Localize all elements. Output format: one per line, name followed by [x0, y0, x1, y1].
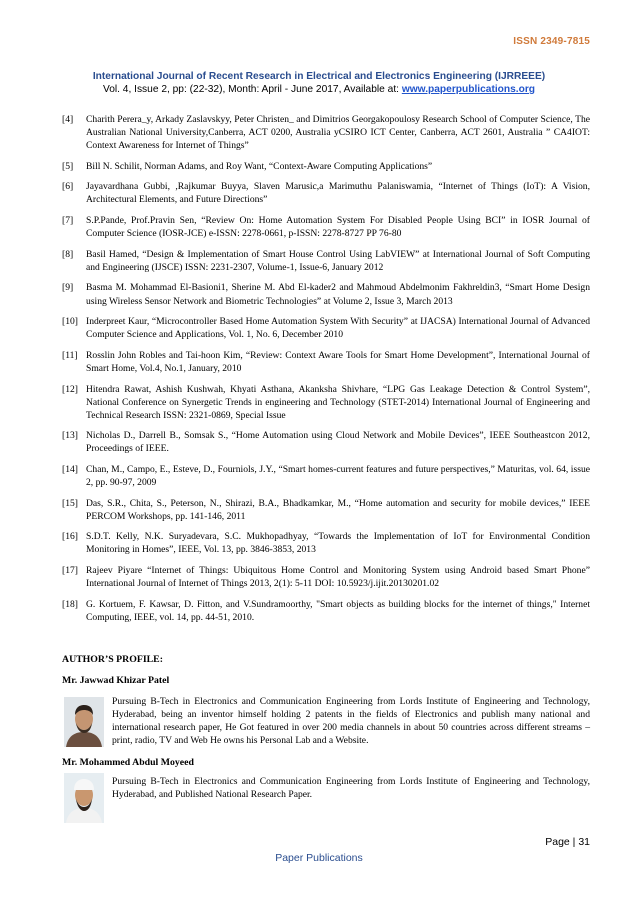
reference-number: [15] — [62, 497, 78, 509]
reference-number: [8] — [62, 248, 74, 260]
author-name: Mr. Mohammed Abdul Moyeed — [62, 757, 194, 768]
author-bio: Pursuing B-Tech in Electronics and Communication Engineering from Lords Institute of Engineering and Technology, Hyderabad, and Published National Research Paper. — [112, 776, 590, 801]
reference-item — [62, 315, 590, 341]
reference-text: Das, S.R., Chita, S., Peterson, N., Shirazi, B.A., Bhadkamkar, M., “Home automation and security for mobile devices,” IEEE PERCOM Workshops, pp. 141-146, 2011 — [86, 497, 590, 522]
reference-text: Rajeev Piyare “Internet of Things: Ubiquitous Home Control and Monitoring System using Android based Smart Phone” International Journal of Internet of Things 2013, 2(1): 5-11 DOI: 10.5923/j.ijit.20130201.02 — [86, 565, 590, 590]
footer-publisher: Paper Publications — [275, 852, 363, 864]
reference-number: [10] — [62, 316, 78, 328]
avatar-icon — [64, 697, 104, 747]
reference-text: G. Kortuem, F. Kawsar, D. Fitton, and V.Sundramoorthy, "Smart objects as building blocks for the internet of things," Internet Computing, IEEE, vol. 14, pp. 44-51, 2010. — [86, 598, 590, 623]
author-name: Mr. Jawwad Khizar Patel — [62, 675, 170, 686]
reference-list — [62, 113, 590, 631]
reference-item — [62, 214, 590, 240]
reference-text: Jayavardhana Gubbi, ,Rajkumar Buyya, Slaven Marusic,a Marimuthu Palaniswamia, “Internet of Things (IoT): A Vision, Architectural Elements, and Future Directions” — [86, 181, 590, 206]
reference-text: Nicholas D., Darrell B., Somsak S., “Home Automation using Cloud Network and Mobile Devices”, IEEE Southeastcon 2012, Proceedings of IEEE. — [86, 430, 590, 455]
reference-item — [62, 564, 590, 590]
reference-number: [6] — [62, 181, 74, 193]
reference-item — [62, 281, 590, 307]
author-bio: Pursuing B-Tech in Electronics and Communication Engineering from Lords Institute of Engineering and Technology, Hyderabad, being an inventor himself holding 2 patents in the fields of Electronics and publish many national and international research paper, He Got featured in over 200 media channels in about 50 countries across different streams –print, radio, TV and Web He owns his Personal Lab and a Website. — [112, 696, 590, 747]
reference-number: [4] — [62, 114, 74, 125]
avatar-icon — [64, 773, 104, 823]
page-number: Page | 31 — [545, 836, 590, 848]
reference-item — [62, 160, 590, 173]
reference-number: [5] — [62, 160, 74, 172]
reference-number: [18] — [62, 598, 78, 610]
reference-number: [17] — [62, 565, 78, 577]
reference-text: Charith Perera_y, Arkady Zaslavskyy, Peter Christen_ and Dimitrios Georgakopoulosy Research School of Computer Science, The Australian National University,Canberra, ACT 0200, Australia yCSIRO ICT Center, Canberra, ACT 2601, Australia ” CA4IOT: Context Awareness for Internet of Things” — [86, 114, 590, 152]
volume-info — [0, 83, 638, 96]
reference-text: Chan, M., Campo, E., Esteve, D., Fourniols, J.Y., “Smart homes-current features and future perspectives,” Maturitas, vol. 64, issue 2, pp. 90-97, 2009 — [86, 463, 590, 489]
reference-text: Inderpreet Kaur, “Microcontroller Based Home Automation System With Security” at IJACSA) International Journal of Advanced Computer Science and Applications, Vol. 1, No. 6, December 2010 — [86, 316, 590, 341]
reference-item — [62, 383, 590, 422]
reference-number: [13] — [62, 430, 78, 442]
journal-header — [0, 70, 638, 96]
authors-section-title: AUTHOR’S PROFILE: — [62, 654, 163, 665]
reference-item — [62, 180, 590, 206]
reference-number: [12] — [62, 383, 78, 395]
reference-item — [62, 598, 590, 624]
reference-item — [62, 497, 590, 523]
reference-number: [14] — [62, 463, 78, 475]
author-photo — [64, 697, 104, 747]
reference-item — [62, 429, 590, 455]
issn-label: ISSN 2349-7815 — [513, 36, 590, 47]
reference-text: Basil Hamed, “Design & Implementation of Smart House Control Using LabVIEW” at International Journal of Soft Computing and Engineering (IJSCE) ISSN: 2231-2307, Volume-1, Issue-6, January 2012 — [86, 248, 590, 273]
reference-item — [62, 463, 590, 489]
reference-item — [62, 530, 590, 556]
journal-website-link[interactable]: www.paperpublications.org — [401, 84, 536, 95]
reference-number: [9] — [62, 282, 74, 294]
reference-number: [16] — [62, 531, 78, 543]
reference-item — [62, 248, 590, 274]
reference-item — [62, 113, 590, 152]
reference-number: [11] — [62, 349, 78, 361]
journal-title: International Journal of Recent Research in Electrical and Electronics Engineering (IJRREEE) — [92, 71, 546, 82]
reference-item — [62, 349, 590, 375]
reference-text: S.P.Pande, Prof.Pravin Sen, “Review On: Home Automation System For Disabled People Using BCI” in IOSR Journal of Computer Science (IOSR-JCE) e-ISSN: 2278-0661, p-ISSN: 2278-8727 PP 76-80 — [86, 215, 590, 240]
reference-text: Basma M. Mohammad El-Basioni1, Sherine M. Abd El-kader2 and Mahmoud Abdelmonim Fakhreldin3, “Smart Home Design using Wireless Sensor Network and Biometric Technologies” at Volume 2, Issue 3, March 2013 — [86, 282, 590, 307]
volume-info-text: Vol. 4, Issue 2, pp: (22-32), Month: April - June 2017, Available at: — [102, 84, 402, 95]
reference-text: Hitendra Rawat, Ashish Kushwah, Khyati Asthana, Akanksha Shivhare, “LPG Gas Leakage Detection & Control System”, National Conference on Synergetic Trends in engineering and Technology (STET-2014) International Journal of Engineering and Technical Research ISSN: 2321-0869, Special Issue — [86, 383, 590, 421]
reference-number: [7] — [62, 215, 74, 227]
reference-text: Rosslin John Robles and Tai-hoon Kim, “Review: Context Aware Tools for Smart Home Development”, International Journal of Smart Home, Vol.4, No.1, January, 2010 — [86, 349, 590, 374]
reference-text: S.D.T. Kelly, N.K. Suryadevara, S.C. Mukhopadhyay, “Towards the Implementation of IoT for Environmental Condition Monitoring in Homes”, IEEE, Vol. 13, pp. 3846-3853, 2013 — [86, 531, 590, 556]
author-photo — [64, 773, 104, 823]
reference-text: Bill N. Schilit, Norman Adams, and Roy Want, “Context-Aware Computing Applications” — [86, 160, 433, 172]
